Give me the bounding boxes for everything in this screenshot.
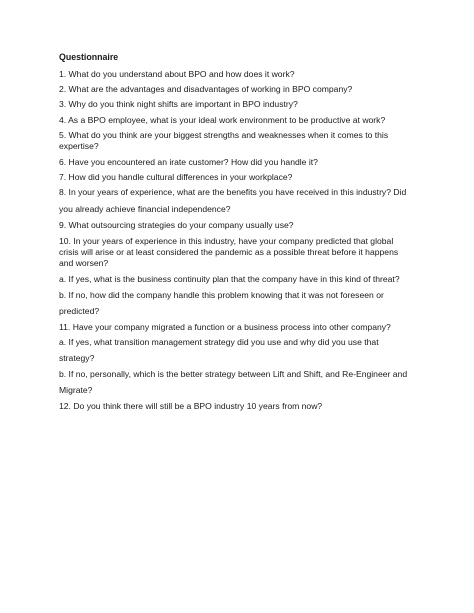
question-4: 4. As a BPO employee, what is your ideal work environment to be productive at work? <box>59 115 386 125</box>
question-11a: a. If yes, what transition management strategy did you use and why did you use that <box>59 337 379 347</box>
question-3: 3. Why do you think night shifts are important in BPO industry? <box>59 99 298 109</box>
question-10a: a. If yes, what is the business continuity plan that the company have in this kind of threat? <box>59 274 400 284</box>
question-8: 8. In your years of experience, what are the benefits you have received in this industry? Did <box>59 187 407 197</box>
question-10-cont: crisis will arise or at least considered the pandemic as a possible threat before it happens <box>59 247 399 257</box>
question-10b: b. If no, how did the company handle this problem knowing that it was not foreseen or <box>59 290 384 300</box>
page-title: Questionnaire <box>59 52 119 62</box>
question-12: 12. Do you think there will still be a BPO industry 10 years from now? <box>59 401 323 411</box>
question-5: 5. What do you think are your biggest strengths and weaknesses when it comes to this <box>59 130 389 140</box>
question-6: 6. Have you encountered an irate customer? How did you handle it? <box>59 157 318 167</box>
question-5-cont: expertise? <box>59 141 99 151</box>
question-11a-cont: strategy? <box>59 353 95 363</box>
question-10b-cont: predicted? <box>59 306 100 316</box>
question-7: 7. How did you handle cultural differences in your workplace? <box>59 172 293 182</box>
question-8-cont: you already achieve financial independence? <box>59 204 231 214</box>
question-11: 11. Have your company migrated a function or a business process into other company? <box>59 322 391 332</box>
question-2: 2. What are the advantages and disadvantages of working in BPO company? <box>59 84 353 94</box>
question-9: 9. What outsourcing strategies do your company usually use? <box>59 220 294 230</box>
question-1: 1. What do you understand about BPO and how does it work? <box>59 69 295 79</box>
question-11b-cont: Migrate? <box>59 385 93 395</box>
question-11b: b. If no, personally, which is the better strategy between Lift and Shift, and Re-Engineer and <box>59 369 408 379</box>
question-10-cont: and worsen? <box>59 258 109 268</box>
question-10: 10. In your years of experience in this industry, have your company predicted that global <box>59 236 394 246</box>
